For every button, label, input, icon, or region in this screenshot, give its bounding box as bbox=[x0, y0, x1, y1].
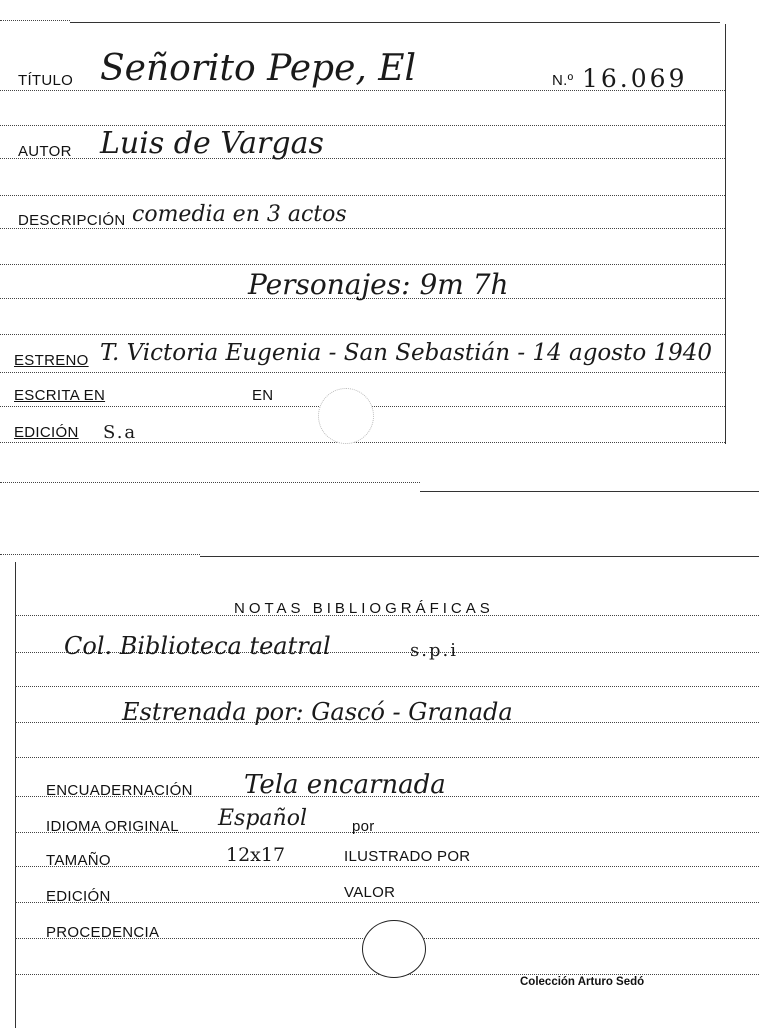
estreno-label: ESTRENO bbox=[14, 352, 89, 369]
idioma-label: IDIOMA ORIGINAL bbox=[46, 818, 179, 835]
estreno-value: T. Victoria Eugenia - San Sebastián - 14 agosto 1940 bbox=[100, 340, 713, 366]
ruled-line bbox=[15, 902, 759, 903]
card-right-border bbox=[725, 24, 726, 444]
catalog-card-top bbox=[0, 0, 759, 495]
edicion2-label: EDICIÓN bbox=[46, 888, 111, 905]
coleccion-footer: Colección Arturo Sedó bbox=[520, 976, 645, 988]
card-bottom-edge bbox=[0, 482, 420, 483]
encuadernacion-label: ENCUADERNACIÓN bbox=[46, 782, 193, 799]
stamp-circle bbox=[362, 920, 426, 978]
ruled-line bbox=[15, 686, 759, 687]
card-top-edge bbox=[0, 20, 70, 21]
ruled-line bbox=[0, 195, 725, 196]
edicion-value: S.a bbox=[103, 422, 138, 443]
personajes-value: Personajes: 9m 7h bbox=[248, 268, 509, 301]
note-estrenada: Estrenada por: Gascó - Granada bbox=[122, 698, 513, 726]
ruled-line bbox=[0, 264, 725, 265]
en-label: EN bbox=[252, 387, 274, 404]
descripcion-value: comedia en 3 actos bbox=[132, 202, 347, 227]
notas-bibliograficas-heading: NOTAS BIBLIOGRÁFICAS bbox=[234, 600, 494, 617]
ruled-line bbox=[15, 757, 759, 758]
tamano-label: TAMAÑO bbox=[46, 852, 111, 869]
ilustrado-label: ILUSTRADO POR bbox=[344, 848, 471, 865]
card-top-edge bbox=[0, 554, 200, 555]
note-coleccion: Col. Biblioteca teatral bbox=[64, 632, 331, 660]
card-top-edge bbox=[70, 22, 720, 23]
escrita-en-label: ESCRITA EN bbox=[14, 387, 106, 404]
punch-hole-mark bbox=[318, 388, 374, 444]
titulo-value: Señorito Pepe, El bbox=[100, 48, 417, 89]
ruled-line bbox=[0, 372, 725, 373]
idioma-value: Español bbox=[218, 806, 307, 831]
card-bottom-edge bbox=[420, 491, 759, 492]
numero-label: N.º bbox=[552, 72, 574, 89]
numero-value: 16.069 bbox=[582, 64, 688, 93]
por-label: por bbox=[352, 818, 375, 835]
autor-label: AUTOR bbox=[18, 143, 72, 160]
catalog-card-bottom bbox=[0, 540, 759, 1028]
card-left-border bbox=[15, 562, 16, 1028]
ruled-line bbox=[0, 334, 725, 335]
ruled-line bbox=[15, 866, 759, 867]
encuadernacion-value: Tela encarnada bbox=[244, 770, 446, 800]
tamano-value: 12x17 bbox=[226, 844, 286, 866]
edicion-label: EDICIÓN bbox=[14, 424, 79, 441]
card-top-edge bbox=[200, 556, 759, 557]
descripcion-label: DESCRIPCIÓN bbox=[18, 212, 126, 229]
autor-value: Luis de Vargas bbox=[100, 126, 324, 161]
note-spi: s.p.i bbox=[410, 640, 458, 661]
valor-label: VALOR bbox=[344, 884, 396, 901]
procedencia-label: PROCEDENCIA bbox=[46, 924, 160, 941]
titulo-label: TÍTULO bbox=[18, 72, 74, 89]
